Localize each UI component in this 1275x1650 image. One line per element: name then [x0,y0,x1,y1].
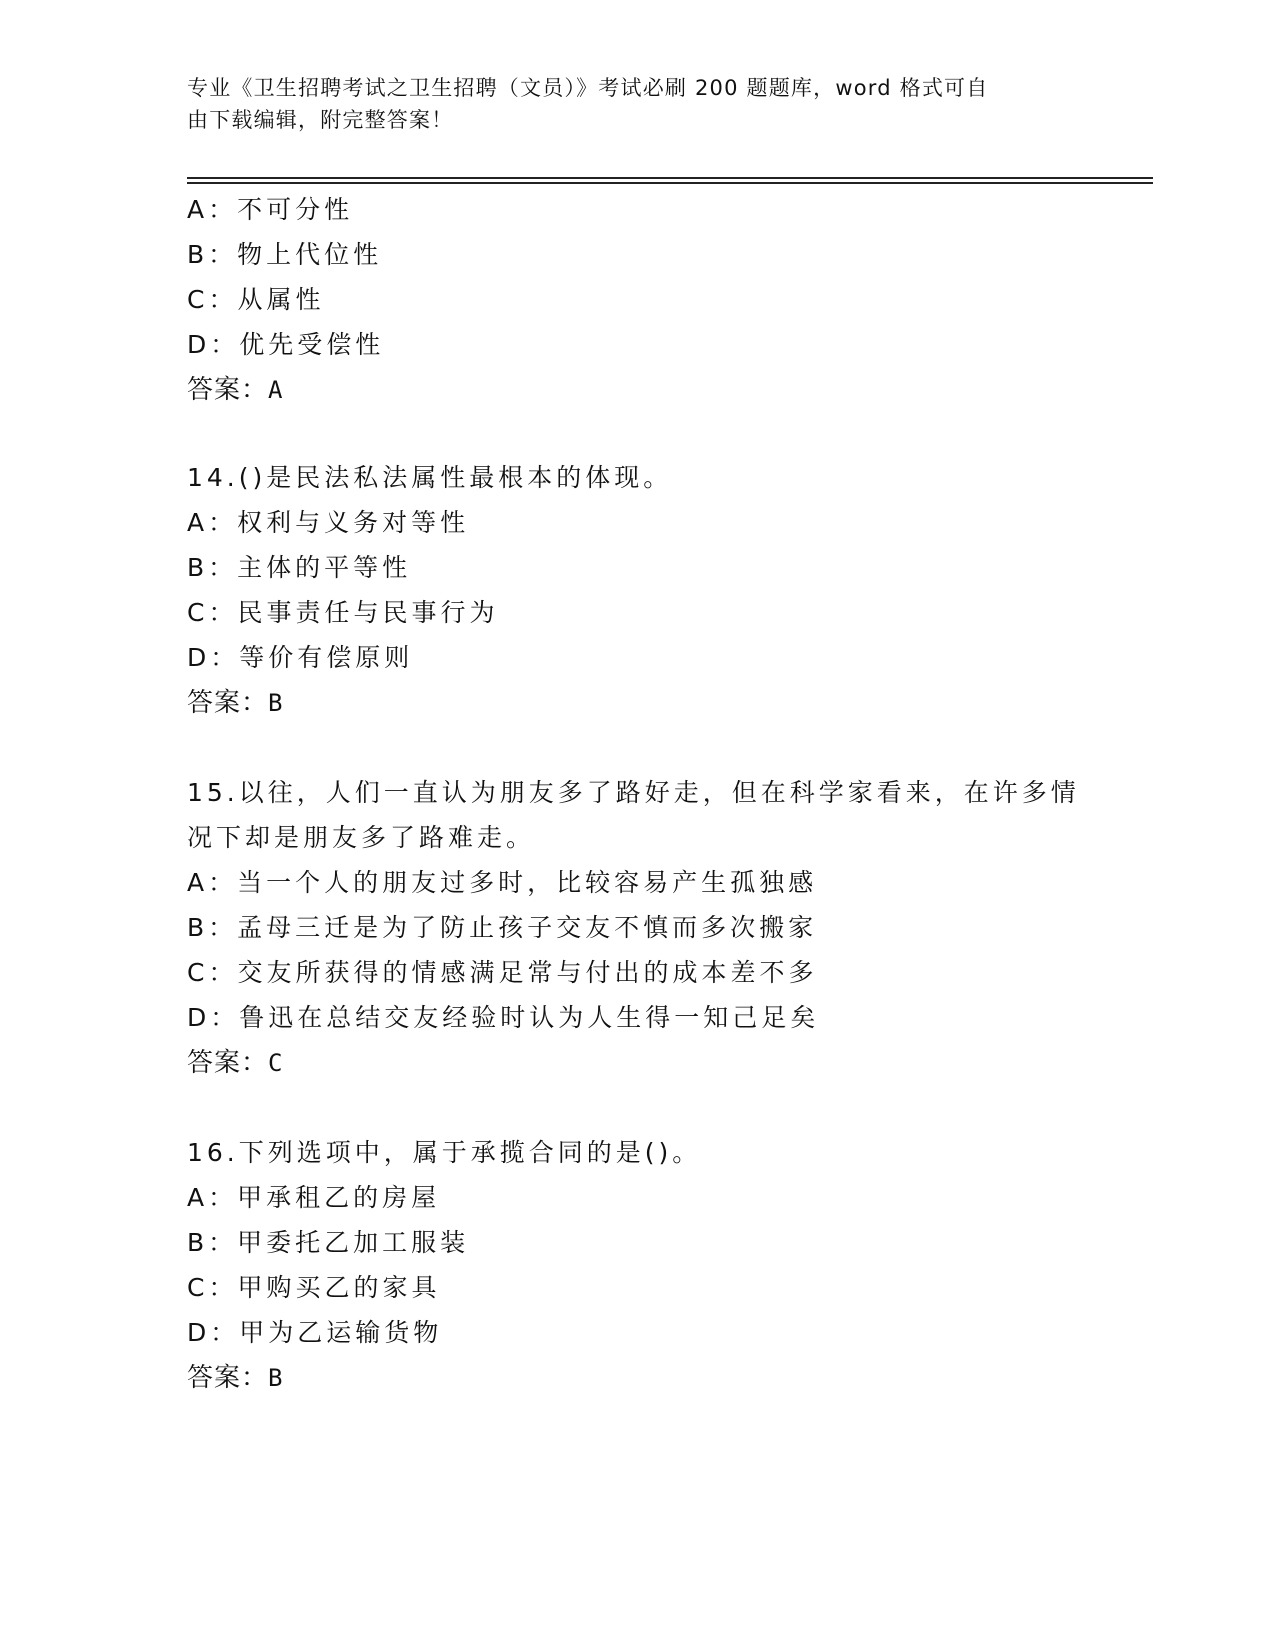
q16-answer [187,1360,283,1396]
q15-answer [187,1045,283,1081]
header-rule-top [187,177,1153,179]
header-line-1: 专业《卫生招聘考试之卫生招聘（文员）》考试必刷 200 题题库，word 格式可自 [187,76,989,100]
q14-option-c: C：民事责任与民事行为 [187,598,499,627]
answer-label: 答案： [187,1048,269,1078]
q14-stem: 14.()是民法私法属性最根本的体现。 [187,463,673,492]
q15-option-d: D：鲁迅在总结交友经验时认为人生得一知己足矣 [187,1003,820,1032]
q14-answer [187,685,283,721]
q14-option-a: A：权利与义务对等性 [187,508,470,537]
answer-value: B [268,1364,284,1392]
header-line-2: 由下载编辑，附完整答案！ [187,108,454,132]
q13-option-c: C：从属性 [187,285,325,314]
q15-option-c: C：交友所获得的情感满足常与付出的成本差不多 [187,958,818,987]
q13-option-b: B：物上代位性 [187,240,383,269]
q13-option-d: D：优先受偿性 [187,330,385,359]
q14-option-d: D：等价有偿原则 [187,643,414,672]
answer-label: 答案： [187,1363,269,1393]
q14-option-b: B：主体的平等性 [187,553,412,582]
q15-option-a: A：当一个人的朋友过多时，比较容易产生孤独感 [187,868,818,897]
q15-stem-line-2: 况下却是朋友多了路难走。 [187,823,536,852]
q16-option-b: B：甲委托乙加工服装 [187,1228,470,1257]
q16-option-d: D：甲为乙运输货物 [187,1318,443,1347]
answer-value: B [268,689,284,717]
document-header [187,72,1087,136]
header-rule-bottom [187,182,1153,184]
answer-label: 答案： [187,688,269,718]
q16-stem: 16.下列选项中，属于承揽合同的是()。 [187,1138,702,1167]
q13-answer [187,372,283,408]
q15-option-b: B：孟母三迁是为了防止孩子交友不慎而多次搬家 [187,913,818,942]
q16-option-a: A：甲承租乙的房屋 [187,1183,441,1212]
q16-option-c: C：甲购买乙的家具 [187,1273,441,1302]
answer-value: C [268,1049,284,1077]
q13-option-a: A：不可分性 [187,195,354,224]
q15-stem-line-1: 15.以往，人们一直认为朋友多了路好走，但在科学家看来，在许多情 [187,778,1080,807]
answer-value: A [268,376,284,404]
answer-label: 答案： [187,375,269,405]
